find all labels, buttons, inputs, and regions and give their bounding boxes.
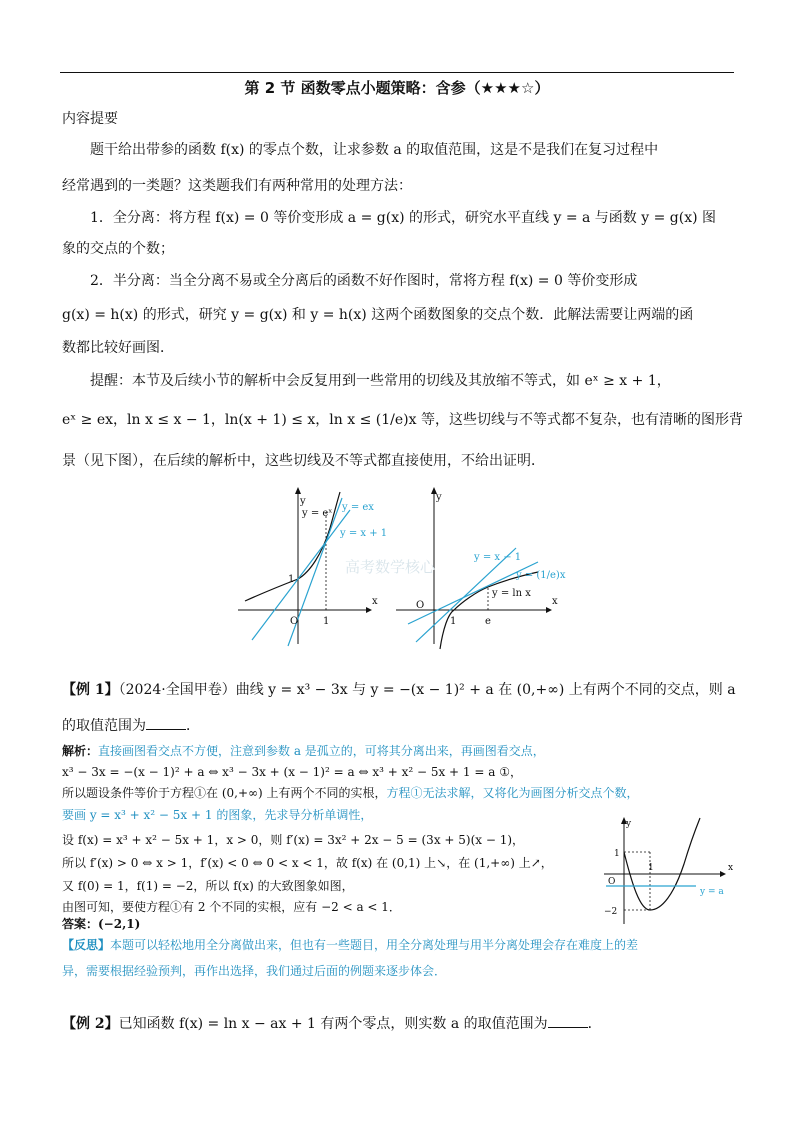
intro-line-2: 经常遇到的一类题？这类题我们有两种常用的处理方法： xyxy=(62,178,412,194)
label-origin: O xyxy=(416,600,425,611)
label-x-plus-1-line: y = x + 1 xyxy=(340,528,388,539)
solution-line-5: 所以 f′(x) > 0 ⇔ x > 1，f′(x) < 0 ⇔ 0 < x < 1，故 f(x) 在 (0,1) 上↘，在 (1,+∞) 上↗， xyxy=(62,856,553,870)
label-one-y: 1 xyxy=(288,574,295,585)
example2-tag: 【例 2】 xyxy=(62,1016,119,1032)
label-y: y xyxy=(300,496,306,507)
example1-end: ． xyxy=(186,718,200,734)
solution-line-2b: 方程①无法求解，又将化为画图分析交点个数， xyxy=(386,786,639,800)
intro-line-1: 题干给出带参的函数 f(x) 的零点个数，让求参数 a 的取值范围，这是不是我们在复习过程中 xyxy=(90,142,659,158)
label-y: y xyxy=(436,492,442,503)
label-ln-curve: y = ln x xyxy=(492,588,531,599)
solution-line-2a: 所以题设条件等价于方程①在 (0,+∞) 上有两个不同的实根， xyxy=(62,786,387,800)
label-origin: O xyxy=(290,616,299,627)
example1-tag: 【例 1】 xyxy=(62,682,119,698)
solution-line-6: 又 f(0) = 1，f(1) = −2，所以 f(x) 的大致图象如图， xyxy=(62,879,354,893)
example1-line-2 xyxy=(62,716,200,736)
cubic-curve xyxy=(624,818,700,910)
label-one-x: 1 xyxy=(450,616,457,627)
label-x-minus-1-line: y = x − 1 xyxy=(474,552,522,563)
solution-hint: 直接画图看交点不方便，注意到参数 a 是孤立的，可将其分离出来，再画图看交点， xyxy=(98,744,545,758)
label-ex-line: y = ex xyxy=(342,502,374,513)
example1-text: （2024·全国甲卷）曲线 y = x³ − 3x 与 y = −(x − 1)² + a 在 (0,+∞) 上有两个不同的交点，则 a xyxy=(118,682,736,698)
tip-line-2: eˣ ≥ ex，ln x ≤ x − 1，ln(x + 1) ≤ x，ln x ≤ (1/e)x 等，这些切线与不等式都不复杂，也有清晰的图形背 xyxy=(62,412,743,428)
label-y: y xyxy=(626,819,632,829)
solution-answer: 答案：(−2,1) xyxy=(62,917,141,931)
solution-line-1: x³ − 3x = −(x − 1)² + a ⇔ x³ − 3x + (x − 1)² = a ⇔ x³ + x² − 5x + 1 = a ①， xyxy=(62,765,522,779)
example2-end: ． xyxy=(587,1016,602,1032)
watermark: 高考数学核心 xyxy=(345,558,436,576)
section-label: 内容提要 xyxy=(62,111,118,127)
header-rule xyxy=(60,72,734,73)
example2-text: 已知函数 f(x) = ln x − ax + 1 有两个零点，则实数 a 的取值范围为 xyxy=(118,1016,548,1032)
label-one-y: 1 xyxy=(614,849,620,859)
figure-cubic xyxy=(600,814,740,926)
example1-text-2: 的取值范围为 xyxy=(62,718,146,734)
reflection-line-2: 异，需要根据经验预判，再作出选择，我们通过后面的例题来逐步体会． xyxy=(62,964,447,978)
tip-line-1: 提醒：本节及后续小节的解析中会反复用到一些常用的切线及其放缩不等式，如 eˣ ≥ x + 1， xyxy=(90,373,671,389)
reflection-tag: 【反思】 xyxy=(62,938,111,952)
method2-line-3: 数都比较好画图． xyxy=(62,340,174,356)
solution-line-4: 设 f(x) = x³ + x² − 5x + 1，x > 0，则 f′(x) = 3x² + 2x − 5 = (3x + 5)(x − 1)， xyxy=(62,833,525,847)
label-y-equals-a: y = a xyxy=(700,887,724,897)
solution-line-2 xyxy=(62,784,639,802)
solution-hint-line xyxy=(62,742,545,760)
method2-line-2: g(x) = h(x) 的形式，研究 y = g(x) 和 y = h(x) 这两个函数图象的交点个数．此解法需要让两端的函 xyxy=(62,307,694,323)
label-x: x xyxy=(728,863,734,873)
example2-line xyxy=(62,1014,602,1034)
label-x-over-e-line: y = (1/e)x xyxy=(516,570,566,581)
tangent-x-plus-1 xyxy=(252,510,350,640)
label-e-x: e xyxy=(485,616,491,627)
label-origin: O xyxy=(608,877,616,887)
method2-line-1: 2．半分离：当全分离不易或全分离后的函数不好作图时，常将方程 f(x) = 0 等价变形成 xyxy=(90,273,638,289)
reflection-text-1: 本题可以轻松地用全分离做出来，但也有一些题目，用全分离处理与用半分离处理会存在难度上的差 xyxy=(110,938,639,952)
tip-line-3: 景（见下图），在后续的解析中，这些切线及不等式都直接使用，不给出证明． xyxy=(62,453,545,469)
method1-line-1: 1．全分离：将方程 f(x) = 0 等价变形成 a = g(x) 的形式，研究水平直线 y = a 与函数 y = g(x) 图 xyxy=(90,210,717,226)
page-title: 第 2 节 函数零点小题策略：含参（★★★☆） xyxy=(244,79,550,97)
example1-line-1 xyxy=(62,680,736,700)
reflection-line-1 xyxy=(62,936,638,954)
label-exp-curve: y = eˣ xyxy=(302,508,333,519)
label-neg2: −2 xyxy=(604,907,618,917)
answer-blank-2 xyxy=(548,1015,588,1028)
label-one-x: 1 xyxy=(323,616,330,627)
solution-line-3: 要画 y = x³ + x² − 5x + 1 的图象，先求导分析单调性， xyxy=(62,808,373,822)
solution-label: 解析： xyxy=(62,744,99,758)
label-x: x xyxy=(552,596,558,607)
label-one-x: 1 xyxy=(648,863,654,873)
solution-line-7: 由图可知，要使方程①有 2 个不同的实根，应有 −2 < a < 1． xyxy=(62,900,401,914)
method1-line-2: 象的交点的个数； xyxy=(62,241,174,257)
label-x: x xyxy=(372,596,378,607)
answer-blank xyxy=(146,717,186,730)
